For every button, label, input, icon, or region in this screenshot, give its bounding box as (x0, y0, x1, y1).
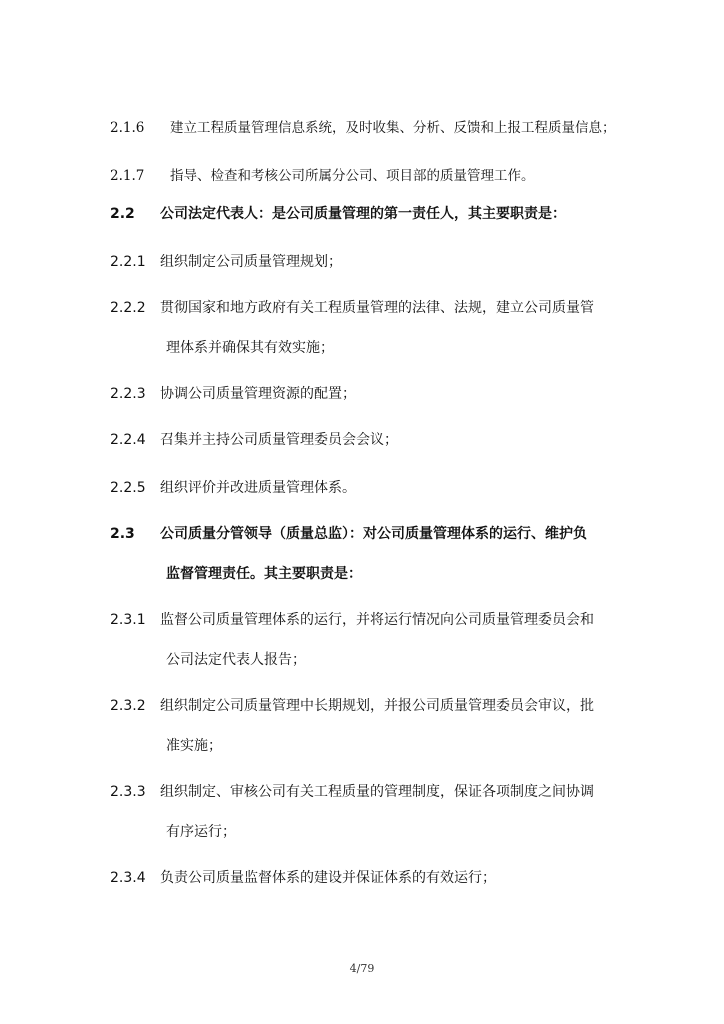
clause-text: 建立工程质量管理信息系统，及时收集、分析、反馈和上报工程质量信息； (170, 120, 616, 136)
clause-text: 组织制定、审核公司有关工程质量的管理制度，保证各项制度之间协调 (160, 784, 594, 800)
clause-number: 2.1.7 (110, 168, 145, 184)
clause-text: 组织制定公司质量管理规划； (160, 254, 342, 270)
clause-number: 2.2.2 (110, 300, 146, 316)
clause-2-3-2-continuation: 准实施； (166, 738, 222, 754)
clause-text: 贯彻国家和地方政府有关工程质量管理的法律、法规，建立公司质量管 (160, 300, 594, 316)
clause-text: 召集并主持公司质量管理委员会会议； (160, 432, 398, 448)
clause-number: 2.2.4 (110, 432, 146, 448)
section-title-continuation: 监督管理责任。其主要职责是： (166, 566, 362, 582)
clause-2-2-2-continuation: 理体系并确保其有效实施； (166, 340, 334, 356)
clause-text: 协调公司质量管理资源的配置； (160, 386, 356, 402)
page-number: 4/79 (349, 962, 375, 975)
clause-number: 2.3.2 (110, 698, 146, 714)
clause-text: 组织评价并改进质量管理体系。 (160, 480, 356, 496)
clause-text: 组织制定公司质量管理中长期规划，并报公司质量管理委员会审议，批 (160, 698, 594, 714)
clause-number: 2.2.1 (110, 254, 146, 270)
clause-number: 2.3.4 (110, 870, 146, 886)
clause-number: 2.1.6 (110, 120, 145, 136)
section-number: 2.3 (110, 526, 135, 542)
clause-2-3-3-continuation: 有序运行； (166, 824, 236, 840)
clause-text: 指导、检查和考核公司所属分公司、项目部的质量管理工作。 (170, 168, 535, 184)
clause-text: 负责公司质量监督体系的建设并保证体系的有效运行； (160, 870, 496, 886)
clause-number: 2.2.5 (110, 480, 146, 496)
clause-2-3-1-continuation: 公司法定代表人报告； (166, 652, 306, 668)
section-title: 公司质量分管领导（质量总监）：对公司质量管理体系的运行、维护负 (160, 526, 587, 542)
section-number: 2.2 (110, 206, 135, 222)
section-title: 公司法定代表人：是公司质量管理的第一责任人，其主要职责是： (160, 206, 566, 222)
clause-number: 2.2.3 (110, 386, 146, 402)
clause-number: 2.3.1 (110, 612, 146, 628)
clause-text: 监督公司质量管理体系的运行，并将运行情况向公司质量管理委员会和 (160, 612, 594, 628)
clause-number: 2.3.3 (110, 784, 146, 800)
